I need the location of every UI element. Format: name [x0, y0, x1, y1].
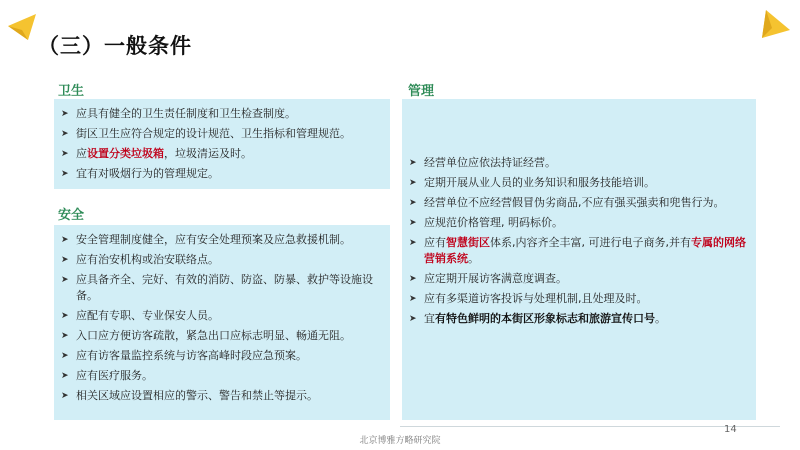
arrow-bullet-icon: ➤ [409, 198, 417, 208]
arrow-bullet-icon: ➤ [61, 275, 69, 285]
hygiene-list [54, 106, 390, 182]
list-item: ➤ 街区卫生应符合规定的设计规范、卫生指标和管理规范。 [61, 127, 351, 140]
arrow-bullet-icon: ➤ [61, 311, 69, 321]
list-item: ➤ 定期开展从业人员的业务知识和服务技能培训。 [409, 176, 655, 189]
section-heading-hygiene: 卫生 [58, 84, 85, 99]
arrow-bullet-icon: ➤ [409, 218, 417, 228]
highlight-text: 设置分类垃圾箱 [87, 147, 164, 160]
list-item: ➤ 应配有专职、专业保安人员。 [61, 309, 219, 322]
arrow-bullet-icon: ➤ [409, 274, 417, 284]
list-item: ➤ 入口应方便访客疏散，紧急出口应标志明显、畅通无阻。 [61, 329, 351, 342]
list-item: ➤ 宜有特色鲜明的本街区形象标志和旅游宣传口号。 [409, 312, 666, 325]
paper-plane-icon [758, 8, 792, 46]
arrow-bullet-icon: ➤ [61, 109, 69, 119]
arrow-bullet-icon: ➤ [409, 294, 417, 304]
section-heading-management: 管理 [408, 84, 435, 99]
arrow-bullet-icon: ➤ [409, 238, 417, 248]
list-item: ➤ 应具有健全的卫生责任制度和卫生检查制度。 [61, 107, 296, 120]
arrow-bullet-icon: ➤ [61, 351, 69, 361]
arrow-bullet-icon: ➤ [409, 314, 417, 324]
list-item: ➤ 宜有对吸烟行为的管理规定。 [61, 167, 219, 180]
section-heading-safety: 安全 [58, 208, 85, 223]
arrow-bullet-icon: ➤ [61, 169, 69, 179]
bold-text: 有特色鲜明的本街区形象标志和旅游宣传口号 [435, 312, 655, 325]
list-item: ➤ 应具备齐全、完好、有效的消防、防盗、防暴、救护等设施设备。 [61, 273, 373, 302]
safety-box [54, 225, 390, 420]
arrow-bullet-icon: ➤ [61, 391, 69, 401]
footer-divider [400, 426, 780, 427]
list-item: ➤ 应有医疗服务。 [61, 369, 153, 382]
highlight-text: 智慧街区 [446, 236, 490, 249]
list-item: ➤ 应有多渠道访客投诉与处理机制,且处理及时。 [409, 292, 648, 305]
list-item: ➤ 经营单位不应经营假冒伪劣商品,不应有强买强卖和兜售行为。 [409, 196, 725, 209]
arrow-bullet-icon: ➤ [409, 158, 417, 168]
arrow-bullet-icon: ➤ [61, 331, 69, 341]
arrow-bullet-icon: ➤ [61, 255, 69, 265]
list-item: ➤ 应设置分类垃圾箱，垃圾清运及时。 [61, 147, 252, 160]
arrow-bullet-icon: ➤ [61, 235, 69, 245]
list-item: ➤ 应有治安机构或治安联络点。 [61, 253, 219, 266]
safety-list [54, 232, 390, 404]
arrow-bullet-icon: ➤ [61, 129, 69, 139]
management-list [402, 155, 748, 327]
footer-text: 北京博雅方略研究院 [359, 436, 441, 446]
highlight-text: 专属的网络营销系统 [424, 236, 746, 265]
list-item: ➤ 应有访客量监控系统与访客高峰时段应急预案。 [61, 349, 307, 362]
list-item: ➤ 相关区域应设置相应的警示、警告和禁止等提示。 [61, 389, 318, 402]
list-item: ➤ 应规范价格管理, 明码标价。 [409, 216, 563, 229]
hygiene-box [54, 99, 390, 189]
list-item: ➤ 安全管理制度健全，应有安全处理预案及应急救援机制。 [61, 233, 351, 246]
page-title: （三）一般条件 [38, 34, 192, 58]
paper-plane-icon [6, 12, 40, 46]
list-item: ➤ 应有智慧街区体系,内容齐全丰富, 可进行电子商务,并有专属的网络营销系统。 [409, 236, 746, 265]
management-box [402, 99, 756, 420]
arrow-bullet-icon: ➤ [61, 149, 69, 159]
page-number: 14 [724, 424, 737, 435]
list-item: ➤ 应定期开展访客满意度调查。 [409, 272, 567, 285]
list-item: ➤ 经营单位应依法持证经营。 [409, 156, 556, 169]
arrow-bullet-icon: ➤ [409, 178, 417, 188]
arrow-bullet-icon: ➤ [61, 371, 69, 381]
